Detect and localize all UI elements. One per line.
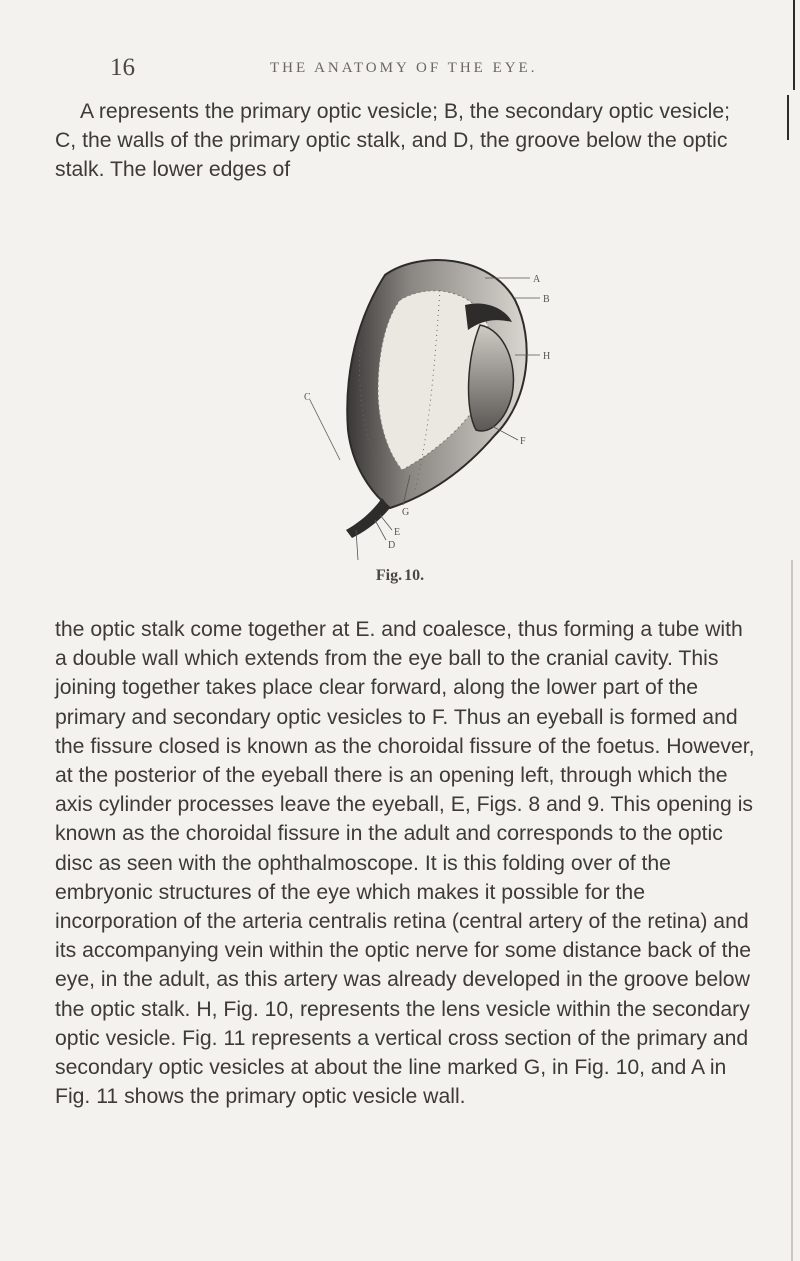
label-C: C	[304, 392, 311, 403]
label-G: G	[402, 507, 410, 518]
optic-vesicle-drawing	[290, 230, 570, 560]
figure-10-illustration	[290, 230, 570, 560]
optic-stalk	[346, 498, 390, 538]
label-A: A	[533, 274, 541, 285]
caption-prefix: Fig.	[375, 567, 403, 584]
page-edge-artifacts	[780, 0, 800, 1261]
page-number: 16	[110, 54, 135, 81]
page-header	[110, 54, 710, 84]
paragraph-1: A represents the primary optic vesicle; B, the secondary optic vesicle; C, the walls of the primary optic stalk, and D, the groove below the optic stalk. The lower edges of	[55, 100, 731, 182]
caption-number: 10.	[404, 567, 425, 584]
label-B: B	[543, 294, 550, 305]
label-E: E	[394, 527, 401, 538]
running-head: THE ANATOMY OF THE EYE.	[270, 60, 538, 76]
figure-caption	[0, 567, 800, 585]
paragraph-2: the optic stalk come together at E. and coalesce, thus forming a tube with a double wall which extends from the eye ball to the cranial cavity. This joining together takes place clear forward, along the lower part of the primary and secondary optic vesicles to F. Thus an eyeball is formed and the fissure closed is known as the choroidal fissure of the foetus. However, at the posterior of the eyeball there is an opening left, through which the axis cylinder processes leave the eyeball, E, Figs. 8 and 9. This opening is known as the choroidal fissure in the adult and corresponds to the optic disc as seen with the ophthalmoscope. It is this folding over of the embryonic structures of the eye which makes it possible for the incorporation of the arteria centralis retina (central artery of the retina) and its accompanying vein within the optic nerve for some distance back of the eye, in the adult, as this artery was already developed in the groove below the optic stalk. H, Fig. 10, represents the lens vesicle within the secondary optic vesicle. Fig. 11 represents a vertical cross section of the primary and secondary optic vesicles at about the line marked G, in Fig. 10, and A in Fig. 11 shows the primary optic vesicle wall.	[55, 618, 755, 1109]
label-F: F	[520, 436, 526, 447]
label-D: D	[388, 540, 396, 551]
label-H: H	[543, 351, 551, 362]
